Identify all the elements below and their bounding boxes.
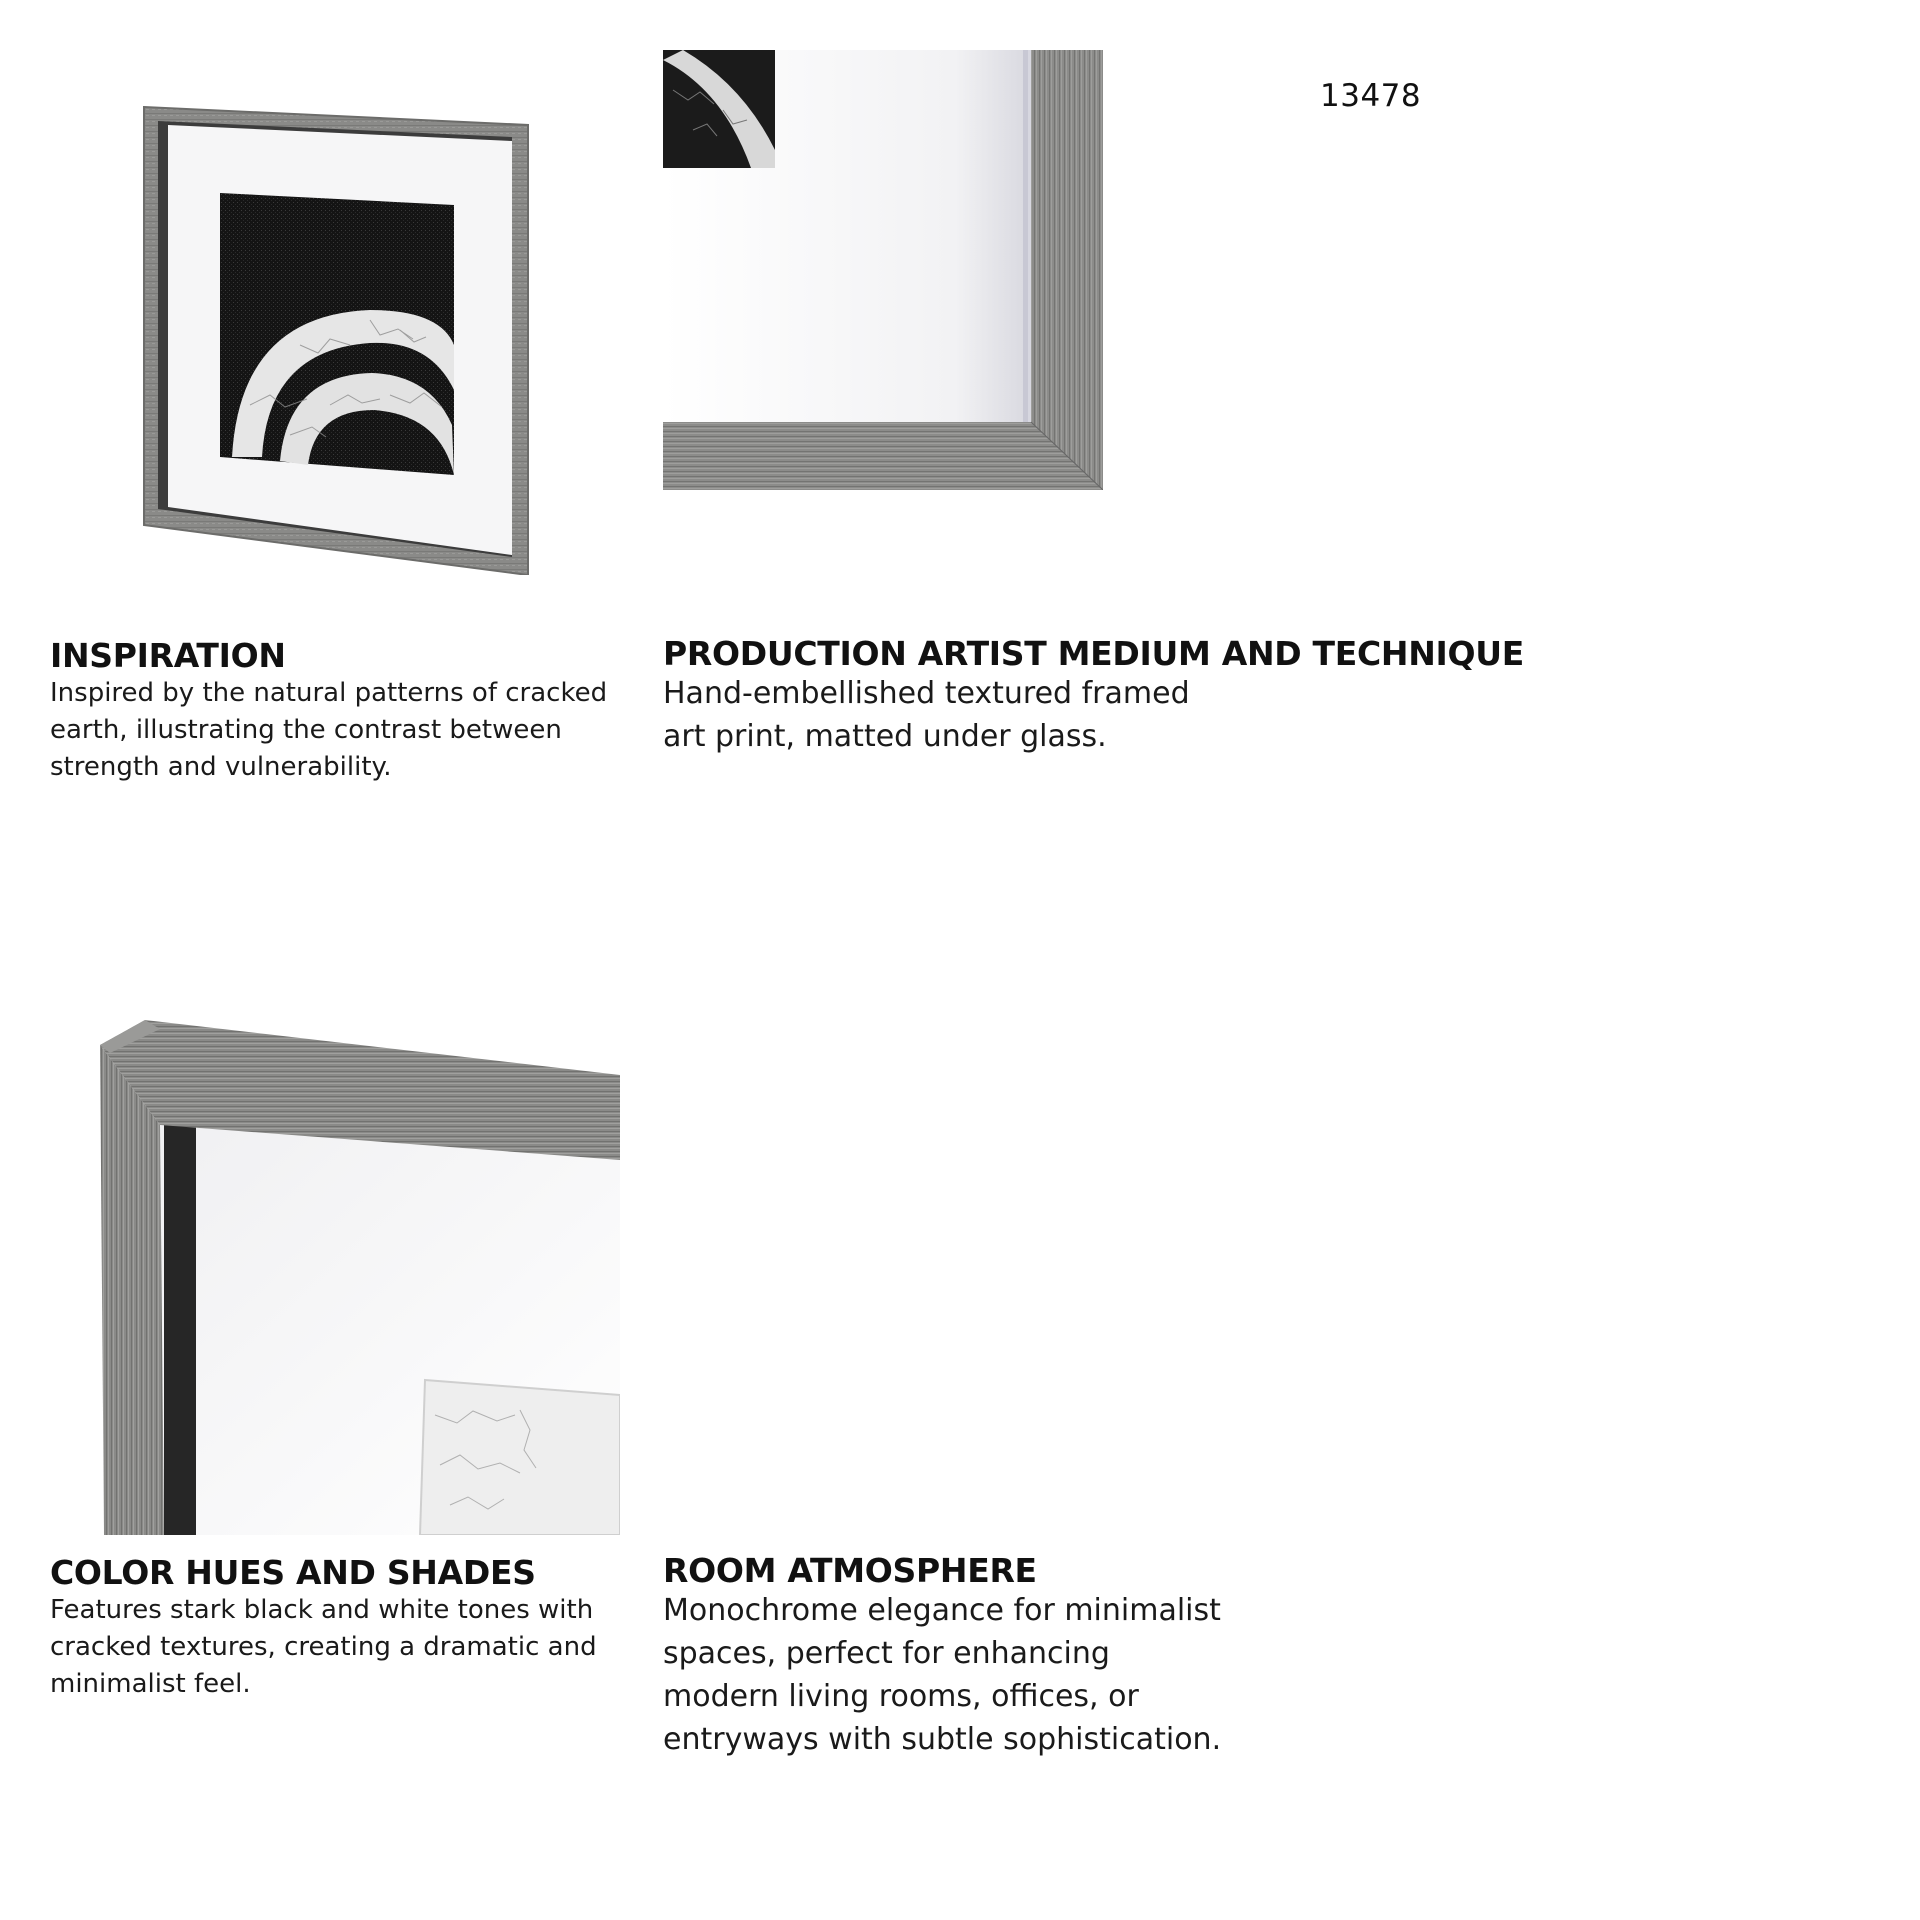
framed-art-front-photo	[140, 105, 530, 575]
inspiration-heading: INSPIRATION	[50, 636, 286, 675]
color-text: Features stark black and white tones with cracked textures, creating a dramatic and minimalist feel.	[50, 1595, 597, 1699]
frame-angle-detail-photo	[100, 1015, 620, 1535]
product-sku: 13478	[1320, 78, 1422, 114]
production-heading: PRODUCTION ARTIST MEDIUM AND TECHNIQUE	[663, 634, 1525, 673]
frame-corner-detail-photo	[663, 50, 1103, 490]
inspiration-text: Inspired by the natural patterns of cracked earth, illustrating the contrast between strength and vulnerability.	[50, 678, 608, 782]
production-text: Hand-embellished textured framed art print, matted under glass.	[663, 676, 1190, 754]
room-text: Monochrome elegance for minimalist spaces, perfect for enhancing modern living rooms, offices, or entryways with subtle sophistication.	[663, 1593, 1222, 1757]
color-heading: COLOR HUES AND SHADES	[50, 1553, 536, 1592]
room-heading: ROOM ATMOSPHERE	[663, 1551, 1037, 1590]
